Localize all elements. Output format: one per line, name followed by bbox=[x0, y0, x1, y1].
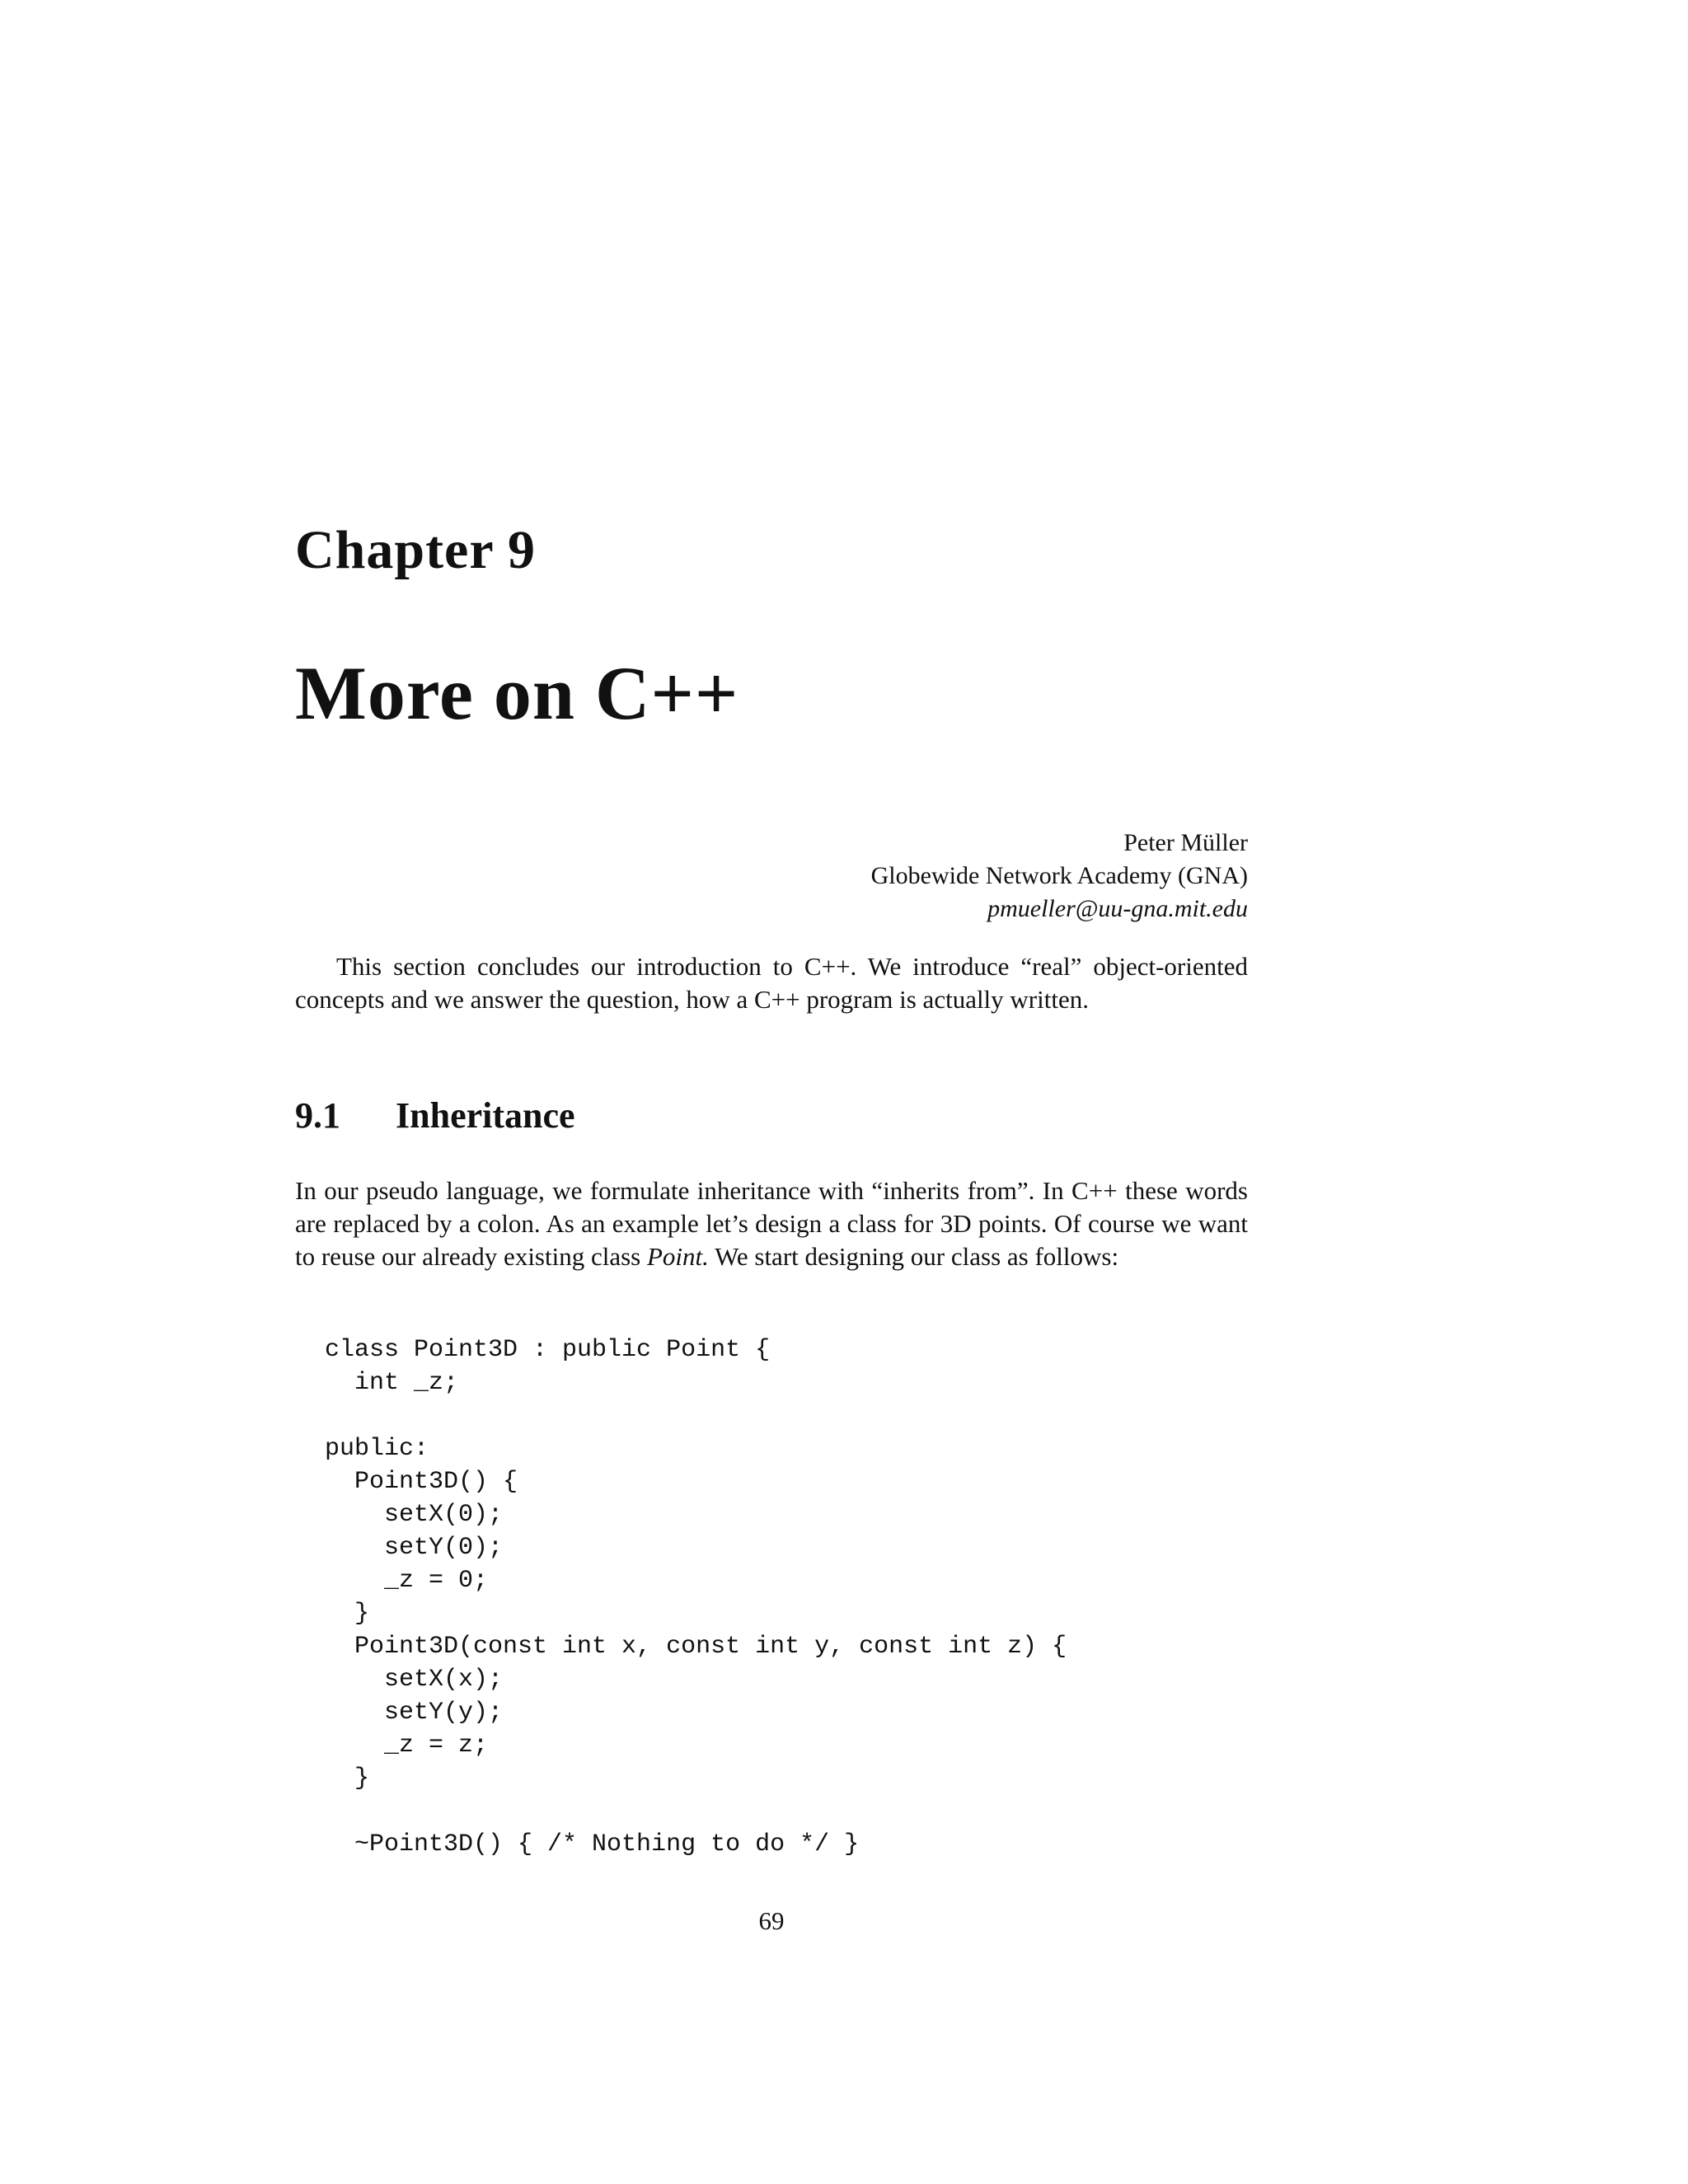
code-line: int _z; bbox=[325, 1369, 459, 1397]
code-line: setX(0); bbox=[325, 1501, 504, 1529]
author-affiliation: Globewide Network Academy (GNA) bbox=[870, 862, 1248, 889]
author-block bbox=[871, 827, 1248, 926]
section-number: 9.1 bbox=[295, 1095, 340, 1136]
intro-paragraph: This section concludes our introduction to C++. We introduce “real” object-oriented concepts and we answer the question, how a C++ program is actually written. bbox=[295, 952, 1248, 1014]
body-emphasis: Point. bbox=[646, 1242, 709, 1271]
chapter-title: More on C++ bbox=[295, 651, 739, 735]
code-line: setY(y); bbox=[325, 1699, 504, 1727]
code-line: } bbox=[325, 1765, 370, 1793]
section-heading bbox=[295, 1094, 575, 1137]
code-line bbox=[325, 1399, 1231, 1432]
document-page bbox=[295, 0, 1248, 2184]
code-line: _z = z; bbox=[325, 1732, 489, 1760]
code-line: public: bbox=[325, 1435, 429, 1463]
code-line: class Point3D : public Point { bbox=[325, 1336, 771, 1364]
code-line: ~Point3D() { /* Nothing to do */ } bbox=[325, 1830, 860, 1858]
author-email: pmueller@uu-gna.mit.edu bbox=[987, 895, 1248, 922]
code-line: setX(x); bbox=[325, 1666, 504, 1694]
code-line: Point3D(const int x, const int y, const int z) { bbox=[325, 1633, 1067, 1661]
code-line: Point3D() { bbox=[325, 1468, 518, 1496]
code-line: } bbox=[325, 1600, 370, 1628]
body-text-after: We start designing our class as follows: bbox=[708, 1242, 1119, 1271]
code-line: setY(0); bbox=[325, 1534, 504, 1562]
body-paragraph bbox=[295, 1174, 1248, 1273]
page-number: 69 bbox=[758, 1906, 785, 1935]
section-title: Inheritance bbox=[396, 1095, 575, 1136]
code-block bbox=[325, 1333, 1231, 1861]
code-line bbox=[325, 1795, 1231, 1828]
chapter-label: Chapter 9 bbox=[295, 520, 536, 580]
code-line: _z = 0; bbox=[325, 1567, 489, 1595]
body-text-before: In our pseudo language, we formulate inheritance with “inherits from”. In C++ these words are replaced by a colon. As an example let’s design a class for 3D points. Of course we want to reuse our already existing class bbox=[295, 1176, 1248, 1271]
author-name: Peter Müller bbox=[1123, 829, 1248, 856]
